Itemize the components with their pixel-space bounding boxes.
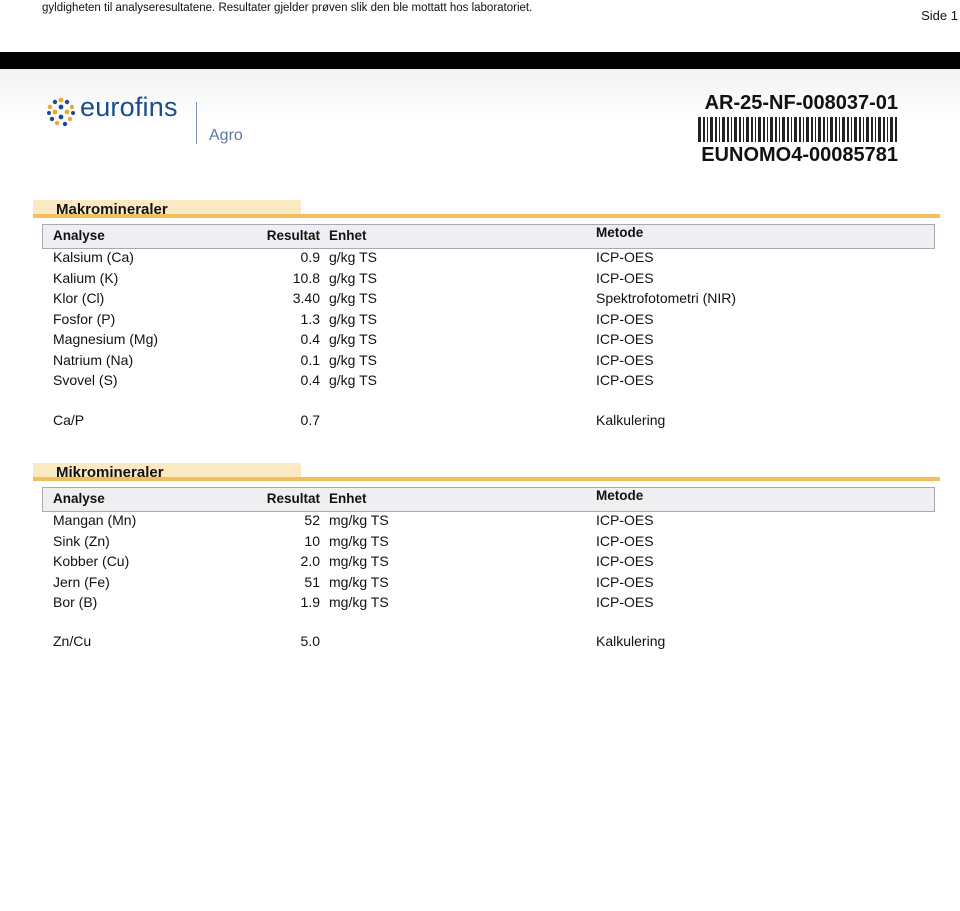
- header-result: Resultat: [266, 491, 320, 506]
- cell-result: 1.3: [300, 310, 320, 327]
- cell-unit: g/kg TS: [329, 310, 377, 327]
- header-analyse: Analyse: [53, 491, 105, 506]
- cell-method: ICP-OES: [596, 351, 654, 368]
- cell-analyse: Zn/Cu: [53, 633, 92, 649]
- cell-result: 0.4: [300, 331, 320, 347]
- table-row: [0, 553, 960, 573]
- header-unit: Enhet: [329, 491, 367, 506]
- cell-analyse: Klor (Cl): [53, 290, 105, 306]
- cell-result: 0.1: [300, 351, 320, 368]
- cell-method: ICP-OES: [596, 372, 654, 388]
- cell-result: 10: [304, 532, 320, 549]
- table-row: [0, 574, 960, 594]
- cell-analyse: Kobber (Cu): [53, 553, 130, 569]
- cell-unit: mg/kg TS: [329, 594, 389, 610]
- table-row: [0, 594, 960, 614]
- sample-id: EUNOMO4-00085781: [701, 144, 898, 166]
- header-analyse: Analyse: [53, 228, 105, 243]
- cell-unit: g/kg TS: [329, 269, 377, 286]
- cell-unit: mg/kg TS: [329, 512, 389, 528]
- cell-method: ICP-OES: [596, 269, 654, 286]
- cell-unit: g/kg TS: [329, 290, 377, 306]
- cell-analyse: Kalsium (Ca): [53, 249, 134, 265]
- cell-analyse: Svovel (S): [53, 372, 118, 388]
- table-row: [0, 270, 960, 290]
- header-result: Resultat: [266, 228, 320, 243]
- table-header: [42, 487, 935, 512]
- logo-division: Agro: [209, 127, 243, 144]
- cell-method: ICP-OES: [596, 331, 654, 347]
- cell-unit: mg/kg TS: [329, 532, 389, 549]
- cell-method: ICP-OES: [596, 512, 654, 528]
- table-row: [0, 331, 960, 351]
- ratio-row: [0, 633, 960, 653]
- cell-result: 0.7: [300, 412, 320, 428]
- cell-analyse: Sink (Zn): [53, 532, 110, 549]
- table-header: [42, 224, 935, 249]
- cell-method: ICP-OES: [596, 310, 654, 327]
- cell-method: Kalkulering: [596, 633, 666, 649]
- section-rule: [33, 477, 940, 481]
- header-unit: Enhet: [329, 228, 367, 243]
- logo-wordmark: eurofins: [80, 92, 178, 122]
- cell-unit: mg/kg TS: [329, 573, 389, 590]
- section-rule: [33, 214, 940, 218]
- cell-analyse: Natrium (Na): [53, 351, 134, 368]
- header-method: Metode: [596, 225, 644, 240]
- barcode-image: [698, 117, 900, 142]
- page-separator-band: [0, 52, 960, 69]
- cell-unit: g/kg TS: [329, 331, 377, 347]
- cell-unit: mg/kg TS: [329, 553, 389, 569]
- table-row: [0, 249, 960, 269]
- cell-method: ICP-OES: [596, 249, 654, 265]
- table-row: [0, 372, 960, 392]
- cell-result: 0.4: [300, 372, 320, 388]
- cell-method: Kalkulering: [596, 412, 666, 428]
- cell-method: ICP-OES: [596, 553, 654, 569]
- cell-analyse: Ca/P: [53, 412, 85, 428]
- cell-method: ICP-OES: [596, 594, 654, 610]
- cell-method: ICP-OES: [596, 532, 654, 549]
- eurofins-logo: [46, 92, 256, 152]
- validity-note: gyldigheten til analyseresultatene. Resultater gjelder prøven slik den ble mottatt hos laboratoriet.: [42, 2, 533, 14]
- logo-divider: [196, 102, 197, 144]
- cell-result: 52: [304, 512, 320, 528]
- table-row: [0, 311, 960, 331]
- table-row: [0, 352, 960, 372]
- cell-analyse: Bor (B): [53, 594, 98, 610]
- cell-result: 1.9: [300, 594, 320, 610]
- table-row: [0, 290, 960, 310]
- cell-unit: g/kg TS: [329, 249, 377, 265]
- cell-result: 5.0: [300, 633, 320, 649]
- cell-method: ICP-OES: [596, 573, 654, 590]
- cell-result: 51: [304, 573, 320, 590]
- section-title: Mikromineraler: [56, 464, 164, 481]
- table-row: [0, 512, 960, 532]
- section-title: Makromineraler: [56, 201, 168, 218]
- cell-analyse: Magnesium (Mg): [53, 331, 159, 347]
- ratio-row: [0, 412, 960, 432]
- header-method: Metode: [596, 488, 644, 503]
- cell-analyse: Kalium (K): [53, 269, 119, 286]
- page-number: Side 1: [921, 8, 958, 23]
- cell-result: 10.8: [292, 269, 320, 286]
- cell-result: 0.9: [300, 249, 320, 265]
- cell-analyse: Jern (Fe): [53, 573, 110, 590]
- cell-result: 3.40: [292, 290, 320, 306]
- cell-result: 2.0: [300, 553, 320, 569]
- cell-unit: g/kg TS: [329, 372, 377, 388]
- cell-analyse: Fosfor (P): [53, 310, 116, 327]
- table-row: [0, 533, 960, 553]
- report-id: AR-25-NF-008037-01: [704, 92, 898, 114]
- cell-method: Spektrofotometri (NIR): [596, 290, 737, 306]
- eurofins-dots-icon: [46, 97, 76, 127]
- cell-unit: g/kg TS: [329, 351, 377, 368]
- cell-analyse: Mangan (Mn): [53, 512, 137, 528]
